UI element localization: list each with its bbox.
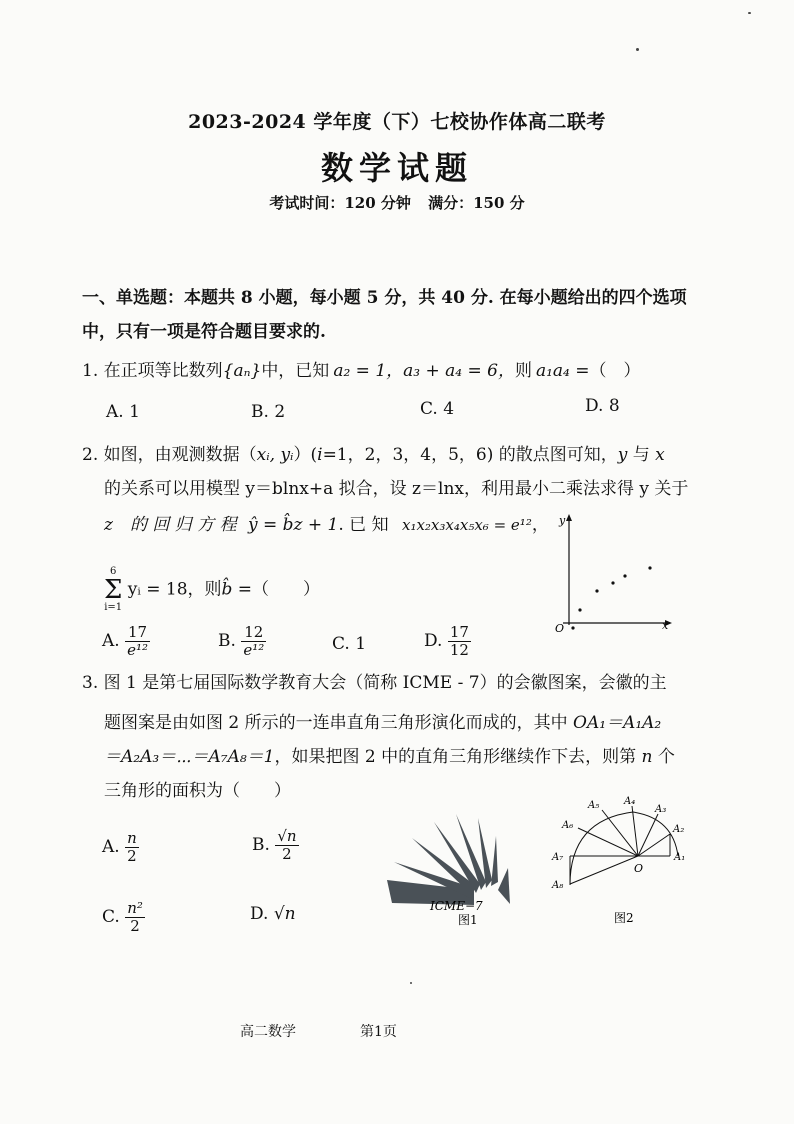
figure-2-triangle-spiral <box>548 790 698 930</box>
label-a1: A₁ <box>674 852 686 863</box>
logo-text: ICME−7 <box>430 899 483 913</box>
q1-condition: a₂ = 1，a₃ + a₄ = 6， <box>333 361 515 381</box>
exam-time: 考试时间：120 分钟 <box>269 194 411 212</box>
question-1-stem <box>82 354 732 388</box>
q3-option-d[interactable]: D. √n <box>250 904 296 924</box>
plot-x-label: x <box>662 619 669 632</box>
q1-option-c[interactable]: C. 4 <box>420 399 455 419</box>
label-a4: A₄ <box>624 796 636 807</box>
section-intro <box>82 281 722 349</box>
scatter-point <box>611 581 614 584</box>
question-3-line1: 3. 图 1 是第七届国际数学教育大会（简称 ICME - 7）的会徽图案，会徽的主 <box>82 673 667 693</box>
question-2-line3: z 的 回 归 方 程 ŷ = b̂z + 1. 已 知 x₁x₂x₃x₄x₅x₆ = e¹²， <box>104 515 549 535</box>
summation-symbol: 6 Σ i=1 <box>104 566 123 613</box>
figure-2-caption: 图2 <box>614 911 634 925</box>
q3-option-b[interactable]: B. $\frac{√n}{2}$ <box>252 827 297 863</box>
q1-sequence: {aₙ} <box>222 361 262 381</box>
figure-1-icme-logo <box>384 800 519 930</box>
scatter-point <box>571 626 574 629</box>
q2-option-b[interactable]: B. $\frac{12}{\text{e¹²}}$ <box>218 623 265 659</box>
question-2-line2: 的关系可以用模型 y＝blnx+a 拟合，设 z＝lnx，利用最小二乘法求得 y 关于 <box>104 479 689 499</box>
question-1-number: 1. <box>82 361 99 381</box>
footer-subject: 高二数学 <box>240 1024 296 1040</box>
scatter-point <box>595 589 598 592</box>
q1-option-d[interactable]: D. 8 <box>585 396 620 416</box>
question-2-number: 2. <box>82 445 99 465</box>
figure-1-caption: 图1 <box>458 913 478 927</box>
q1-target: a₁a₄ = <box>535 361 590 381</box>
scatter-point <box>578 608 581 611</box>
label-a3: A₃ <box>655 804 667 815</box>
label-a8: A₈ <box>552 880 564 891</box>
logo-triangle <box>491 836 498 886</box>
label-o: O <box>634 862 644 875</box>
q3-option-c[interactable]: C. $\frac{\text{n²}}{2}$ <box>102 899 143 935</box>
q1-text-b: 中，已知 <box>261 361 330 381</box>
plot-origin-label: O <box>555 622 565 635</box>
q2-option-a[interactable]: A. $\frac{17}{\text{e¹²}}$ <box>102 623 148 659</box>
scan-speck <box>636 48 639 51</box>
question-3-number: 3. <box>82 673 99 693</box>
footer-page-number: 第1页 <box>360 1024 397 1040</box>
q3-option-a[interactable]: A. $\frac{n}{2}$ <box>102 829 137 865</box>
q1-blank: （ ） <box>589 361 641 381</box>
label-a7: A₇ <box>552 852 564 863</box>
q1-option-b[interactable]: B. 2 <box>251 402 286 422</box>
question-2-line4: 6 Σ i=1 yᵢ = 18，则b̂ =（ ） <box>104 566 321 613</box>
label-a5: A₅ <box>588 800 600 811</box>
q1-text-a: 在正项等比数列 <box>103 361 223 381</box>
q2-option-c[interactable]: C. 1 <box>332 634 367 654</box>
q2-scatter-plot <box>545 510 675 635</box>
label-a2: A₂ <box>673 824 685 835</box>
label-a6: A₆ <box>562 820 574 831</box>
section-intro-line1: 一、单选题：本题共 8 小题，每小题 5 分，共 40 分. 在每小题给出的四个选项 <box>82 288 687 308</box>
logo-triangle <box>498 868 510 904</box>
question-3-line4: 三角形的面积为（ ） <box>104 781 291 801</box>
exam-score: 满分：150 分 <box>428 194 525 212</box>
q1-option-a[interactable]: A. 1 <box>106 402 140 422</box>
scatter-point <box>648 566 651 569</box>
plot-y-label: y <box>559 514 566 527</box>
q1-text-c: 则 <box>514 361 532 381</box>
question-2-line1: 2. 如图，由观测数据（xᵢ, yᵢ）(i=1，2，3，4，5，6) 的散点图可知，y 与 x <box>82 445 665 465</box>
question-3-line2: 题图案是由如图 2 所示的一连串直角三角形演化而成的，其中 OA₁＝A₁A₂ <box>104 713 662 733</box>
scan-speck <box>410 982 412 984</box>
exam-info <box>0 192 794 213</box>
exam-series-title: 2023-2024 学年度（下）七校协作体高二联考 <box>188 111 606 133</box>
scan-speck <box>748 12 751 14</box>
scatter-point <box>623 574 626 577</box>
question-3-line3: ＝A₂A₃＝⋯＝A₇A₈＝1，如果把图 2 中的直角三角形继续作下去，则第 n 个 <box>104 747 675 767</box>
q2-option-d[interactable]: D. $\frac{17}{12}$ <box>424 623 469 659</box>
page-title: 数学试题 <box>320 149 473 187</box>
section-intro-line2: 中，只有一项是符合题目要求的. <box>82 322 326 342</box>
